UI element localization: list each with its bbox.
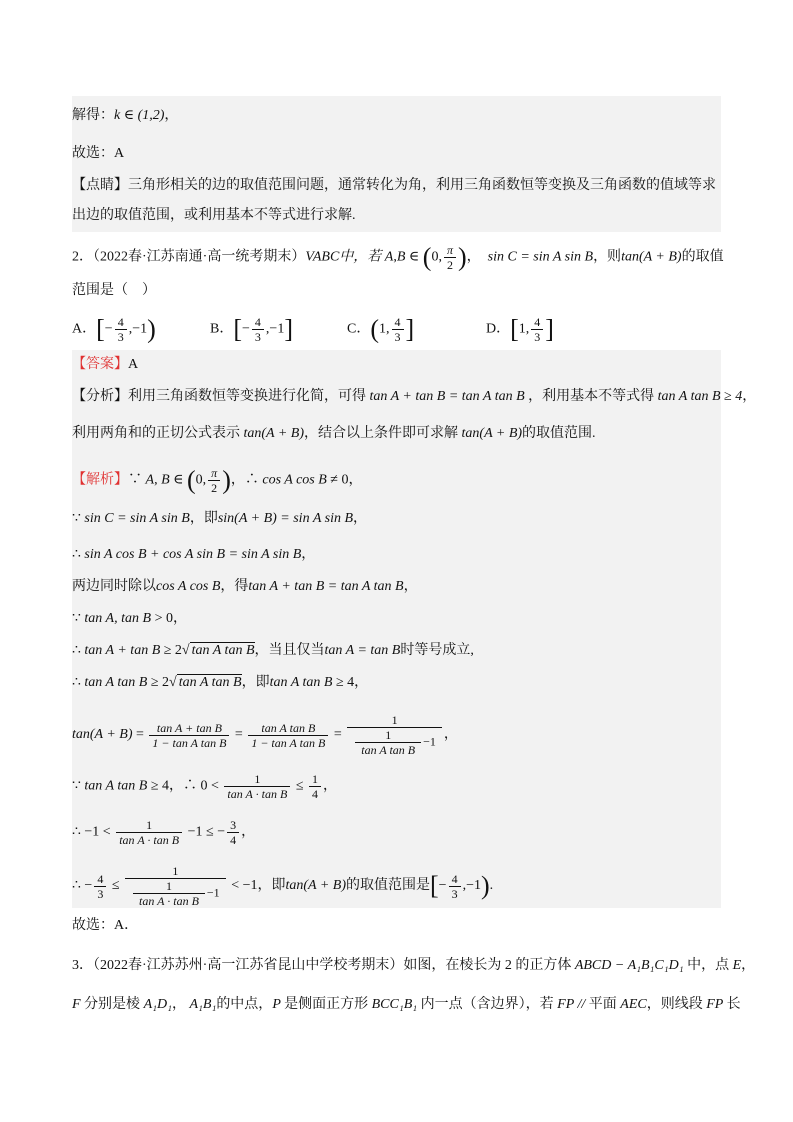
solution-line3: ∴ sin A cos B + cos A sin B = sin A sin B， — [72, 547, 316, 562]
solution-line9: ∵ tan A tan B ≥ 4，∴ 0 < $\frac{1}{\text{tan A · tan B}}$ ≤ $\frac{1}{4}$ ， — [72, 772, 337, 801]
solve-math: k ∈ (1,2) — [114, 108, 165, 123]
option-d[interactable]: D．[1, $\frac{4}{3}$ ] — [486, 314, 554, 344]
prev-summary-line2 — [72, 206, 356, 226]
solution-line5: ∵ tan A, tan B > 0， — [72, 611, 187, 626]
solution-tag: 【解析】 — [72, 472, 128, 488]
q2-stem-a: VABC中，若 — [305, 249, 382, 265]
analysis-line2: 利用两角和的正切公式表示 tan(A + B)，结合以上条件即可求解 tan(A + B)的取值范围. — [72, 426, 596, 441]
solution-line8: tan(A + B) = $\frac{\text{tan A + tan B}}{\text{1 − tan A tan B}}$ = $\frac{\text{tan A tan B}}{\text{1 − tan A tan B}}$ = 1 $\frac{1}{\text{tan A tan B}}$ −1 ， — [72, 713, 458, 757]
solution-line2: ∵ sin C = sin A sin B，即sin(A + B) = sin A sin B， — [72, 511, 368, 526]
q2-stem-line1: 2．（2022春·江苏南通·高一统考期末）VABC中，若 A,B ∈ (0, $\frac{\pi}{2}$ )， sin C = sin A sin B，则tan(A + B)的取值 — [72, 242, 724, 272]
solution-line6: ∴ tan A + tan B ≥ 2√ tan A tan B，当且仅当tan A = tan B时等号成立, — [72, 643, 474, 658]
option-b[interactable]: B．[− $\frac{4}{3}$ ,−1] — [210, 314, 293, 344]
q2-stem-c: ，则 — [593, 249, 622, 265]
solution-line11: ∴ − $\frac{4}{3}$ ≤ 1 $\frac{1}{\text{tan A · tan B}}$ −1 < −1，即tan(A + B)的取值范围是[− $\frac{4}{3}$ ,−1). — [72, 864, 494, 908]
q3-line1: 3．（2022春·江苏苏州·高一江苏省昆山中学校考期末）如图，在棱长为 2 的正方体 ABCD − A₁B₁C₁D₁ 中，点 E， — [72, 958, 756, 973]
q2-source: （2022春·江苏南通·高一统考期末） — [93, 249, 306, 265]
option-c[interactable]: C．(1, $\frac{4}{3}$ ] — [347, 314, 415, 344]
analysis-line1: 【分析】利用三角函数恒等变换进行化简，可得 tan A + tan B = tan A tan B ，利用基本不等式得 tan A tan B ≥ 4， — [72, 389, 757, 404]
choose-text: 故选：A — [72, 146, 125, 161]
solution-final — [72, 916, 138, 936]
q2-stem-b: ， — [466, 249, 481, 265]
prev-summary-line1 — [72, 176, 716, 196]
q2-stem-line2 — [72, 281, 156, 301]
q2-stem-d: 的取值 — [681, 249, 724, 265]
dianjing-tag: 【点睛】 — [72, 178, 128, 193]
option-a[interactable]: A．[− $\frac{4}{3}$ ,−1) — [72, 314, 156, 344]
solve-label: 解得： — [72, 108, 114, 123]
prev-solve-line: 解得：k ∈ (1,2)， — [72, 108, 179, 123]
solution-line4: 两边同时除以cos A cos B，得tan A + tan B = tan A tan B， — [72, 579, 418, 594]
q3-number: 3． — [72, 958, 93, 973]
final-choice: 故选：A． — [72, 918, 139, 933]
answer-tag: 【答案】 — [72, 357, 128, 372]
solution-line10: ∴ −1 < $\frac{1}{\text{tan A · tan B}}$ −1 ≤ − $\frac{3}{4}$ ， — [72, 818, 256, 847]
q2-number: 2． — [72, 249, 93, 265]
solution-line7: ∴ tan A tan B ≥ 2√ tan A tan B，即tan A tan B ≥ 4， — [72, 675, 369, 690]
analysis-tag: 【分析】 — [72, 389, 128, 404]
answer-line — [72, 355, 138, 375]
summary-text-2: 出边的取值范围，或利用基本不等式进行求解. — [72, 208, 356, 223]
q3-line2: F 分别是棱 A₁D₁， A₁B₁的中点，P 是侧面正方形 BCC₁B₁ 内一点（含边界），若 FP // 平面 AEC，则线段 FP 长 — [72, 997, 741, 1012]
summary-text-1: 三角形相关的边的取值范围问题，通常转化为角，利用三角函数恒等变换及三角函数的值域等求 — [128, 178, 716, 193]
solution-line1: 【解析】∵ A, B ∈ (0, $\frac{\pi}{2}$ )，∴ cos A cos B ≠ 0， — [72, 465, 363, 495]
q2-stem-line2-text: 范围是（ ） — [72, 283, 156, 298]
prev-choose-line — [72, 144, 124, 164]
q3-source: （2022春·江苏苏州·高一江苏省昆山中学校考期末） — [93, 958, 404, 973]
answer-value: A — [128, 357, 139, 372]
